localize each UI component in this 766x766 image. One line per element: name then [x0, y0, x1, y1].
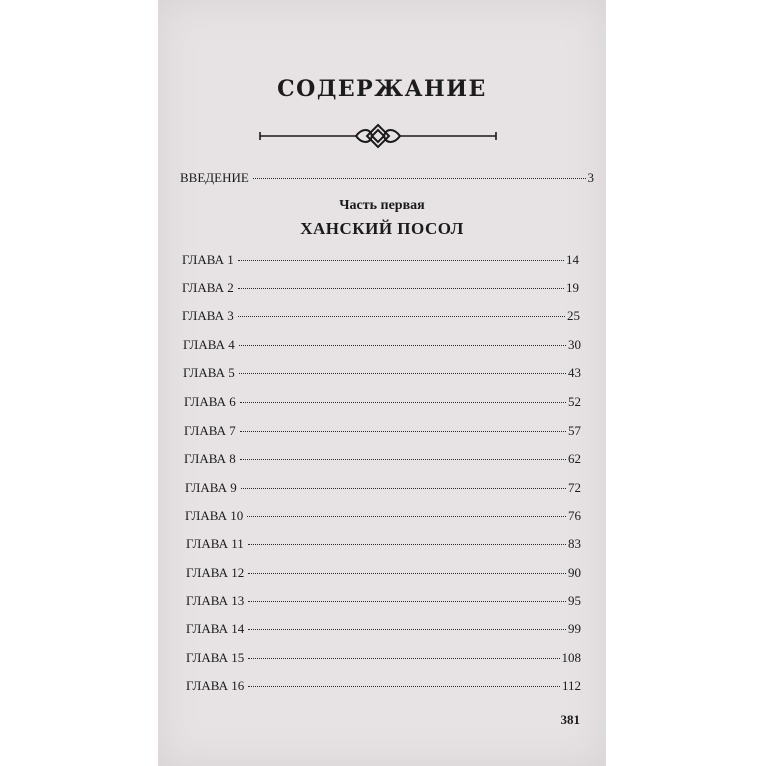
toc-page-number: 57: [568, 423, 581, 438]
toc-label: ГЛАВА 16: [186, 678, 245, 693]
toc-page-number: 3: [587, 170, 594, 185]
toc-row-chapter: [183, 365, 581, 381]
dot-leader: [253, 177, 586, 179]
toc-row-chapter: [184, 394, 581, 410]
dot-leader: [238, 259, 564, 261]
toc-page-number: 72: [568, 480, 581, 495]
toc-label: ГЛАВА 6: [184, 394, 236, 409]
toc-row-chapter: [186, 621, 581, 637]
toc-page-number: 108: [561, 650, 581, 665]
toc-label: ГЛАВА 5: [183, 365, 235, 380]
page-title: СОДЕРЖАНИЕ: [277, 76, 487, 102]
dot-leader: [247, 515, 566, 517]
toc-page-number: 112: [561, 678, 581, 693]
dot-leader: [238, 315, 565, 317]
toc-page-number: 76: [568, 508, 581, 523]
toc-label: ГЛАВА 3: [182, 308, 234, 323]
toc-page-number: 52: [568, 394, 581, 409]
dot-leader: [238, 287, 564, 289]
toc-page-number: 19: [566, 280, 579, 295]
toc-row-intro: [180, 170, 594, 186]
toc-row-chapter: [182, 308, 580, 324]
book-page: [158, 0, 606, 766]
toc-label: ГЛАВА 10: [185, 508, 244, 523]
toc-label: ГЛАВА 13: [186, 593, 245, 608]
dot-leader: [248, 572, 566, 574]
toc-row-chapter: [184, 451, 581, 467]
toc-row-chapter: [186, 593, 581, 609]
page-number: 381: [560, 712, 580, 727]
toc-row-chapter: [182, 280, 579, 296]
dot-leader: [239, 372, 566, 374]
toc-label: ГЛАВА 8: [184, 451, 236, 466]
toc-page-number: 95: [568, 593, 581, 608]
toc-label: ГЛАВА 12: [186, 565, 245, 580]
toc-row-chapter: [185, 480, 581, 496]
toc-row-chapter: [182, 252, 579, 268]
dot-leader: [248, 657, 559, 659]
toc-label: ГЛАВА 11: [186, 536, 244, 551]
dot-leader: [240, 458, 566, 460]
dot-leader: [248, 543, 566, 545]
toc-page-number: 30: [568, 337, 581, 352]
toc-row-chapter: [184, 423, 581, 439]
dot-leader: [239, 344, 566, 346]
part-title: ХАНСКИЙ ПОСОЛ: [300, 219, 464, 238]
toc-page-number: 43: [568, 365, 581, 380]
toc-row-chapter: [186, 565, 581, 581]
part-subtitle: Часть первая: [339, 198, 425, 213]
toc-label: ГЛАВА 15: [186, 650, 245, 665]
toc-page-number: 14: [566, 252, 579, 267]
toc-page-number: 99: [568, 621, 581, 636]
toc-page-number: 25: [567, 308, 580, 323]
toc-row-chapter: [183, 337, 581, 353]
toc-label: ГЛАВА 1: [182, 252, 234, 267]
dot-leader: [248, 685, 560, 687]
toc-page-number: 62: [568, 451, 581, 466]
toc-label: ВВЕДЕНИЕ: [180, 170, 249, 185]
toc-row-chapter: [186, 678, 581, 694]
dot-leader: [248, 600, 566, 602]
toc-page-number: 83: [568, 536, 581, 551]
dot-leader: [241, 487, 566, 489]
knot-ornament-icon: [258, 122, 498, 150]
toc-label: ГЛАВА 14: [186, 621, 245, 636]
toc-label: ГЛАВА 9: [185, 480, 237, 495]
dot-leader: [240, 430, 566, 432]
dot-leader: [248, 628, 566, 630]
toc-label: ГЛАВА 4: [183, 337, 235, 352]
toc-page-number: 90: [568, 565, 581, 580]
toc-label: ГЛАВА 7: [184, 423, 236, 438]
toc-label: ГЛАВА 2: [182, 280, 234, 295]
toc-row-chapter: [186, 650, 581, 666]
toc-row-chapter: [186, 536, 581, 552]
dot-leader: [240, 401, 566, 403]
toc-row-chapter: [185, 508, 581, 524]
